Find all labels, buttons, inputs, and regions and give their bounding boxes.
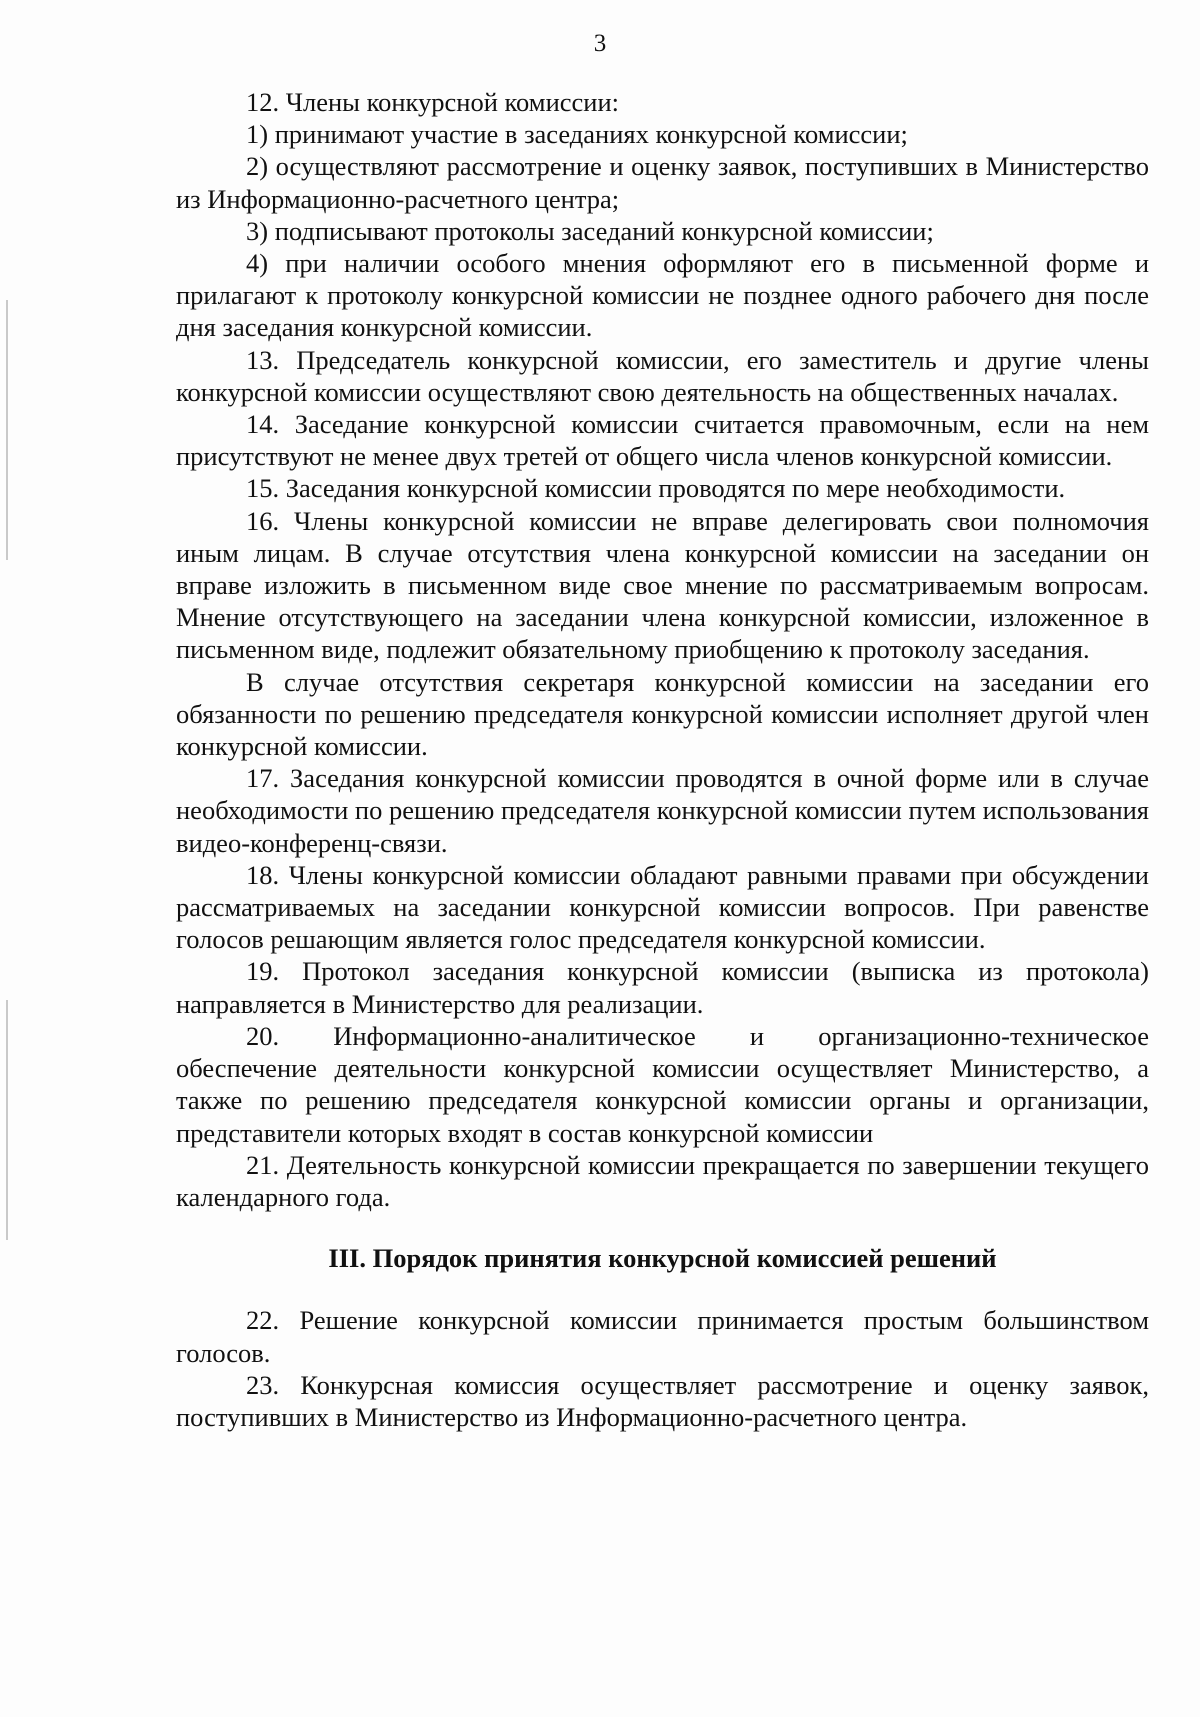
page-number: 3: [593, 30, 607, 57]
scan-edge-mark: [6, 1000, 8, 1240]
paragraph-17: 17. Заседания конкурсной комиссии проводятся в очной форме или в случае необходимости по решению председателя конкурсной комиссии путем использования видео-конференц-связи.: [176, 763, 1149, 858]
paragraph-18: 18. Члены конкурсной комиссии обладают равными правами при обсуждении рассматриваемых на заседании конкурсной комиссии вопросов. При равенстве голосов решающим является голос председателя конкурсной комиссии.: [176, 859, 1149, 955]
paragraph-15: 15. Заседания конкурсной комиссии проводятся по мере необходимости.: [246, 473, 1066, 504]
document-body: [176, 86, 1149, 1433]
paragraph-22: 22. Решение конкурсной комиссии принимается простым большинством голосов.: [176, 1305, 1149, 1368]
paragraph-19: 19. Протокол заседания конкурсной комиссии (выписка из протокола) направляется в Министерство для реализации.: [176, 956, 1149, 1019]
paragraph-14: 14. Заседание конкурсной комиссии считается правомочным, если на нем присутствуют не менее двух третей от общего числа членов конкурсной комиссии.: [176, 409, 1149, 472]
paragraph-21: 21. Деятельность конкурсной комиссии прекращается по завершении текущего календарного года.: [176, 1149, 1149, 1212]
paragraph-12-item-3: 3) подписывают протоколы заседаний конкурсной комиссии;: [246, 215, 934, 246]
paragraph-12-item-2: 2) осуществляют рассмотрение и оценку заявок, поступивших в Министерство из Информационно-расчетного центра;: [176, 151, 1149, 214]
scan-edge-mark: [6, 300, 8, 560]
paragraph-12-item-1: 1) принимают участие в заседаниях конкурсной комиссии;: [246, 119, 908, 150]
paragraph-12: 12. Члены конкурсной комиссии:: [246, 87, 620, 117]
paragraph-13: 13. Председатель конкурсной комиссии, его заместитель и другие члены конкурсной комиссии осуществляют свою деятельность на общественных началах.: [176, 344, 1149, 407]
paragraph-23: 23. Конкурсная комиссия осуществляет рассмотрение и оценку заявок, поступивших в Министерство из Информационно-расчетного центра.: [176, 1369, 1149, 1432]
section-heading: III. Порядок принятия конкурсной комиссией решений: [328, 1243, 997, 1274]
paragraph-16-continuation: В случае отсутствия секретаря конкурсной комиссии на заседании его обязанности по решению председателя конкурсной комиссии исполняет другой член конкурсной комиссии.: [176, 666, 1149, 762]
paragraph-12-item-4: 4) при наличии особого мнения оформляют его в письменной форме и прилагают к протоколу конкурсной комиссии не позднее одного рабочего дня после дня заседания конкурсной комиссии.: [176, 248, 1149, 343]
paragraph-20: 20. Информационно-аналитическое и организационно-техническое обеспечение деятельности конкурсной комиссии осуществляет Министерство, а также по решению председателя конкурсной комиссии органы и организации, представители которых входят в состав конкурсной комиссии: [176, 1020, 1149, 1148]
paragraph-16: 16. Члены конкурсной комиссии не вправе делегировать свои полномочия иным лицам. В случае отсутствия члена конкурсной комиссии на заседании он вправе изложить в письменном виде свое мнение по рассматриваемым вопросам. Мнение отсутствующего на заседании члена конкурсной комиссии, изложенное в письменном виде, подлежит обязательному приобщению к протоколу заседания.: [176, 505, 1149, 665]
